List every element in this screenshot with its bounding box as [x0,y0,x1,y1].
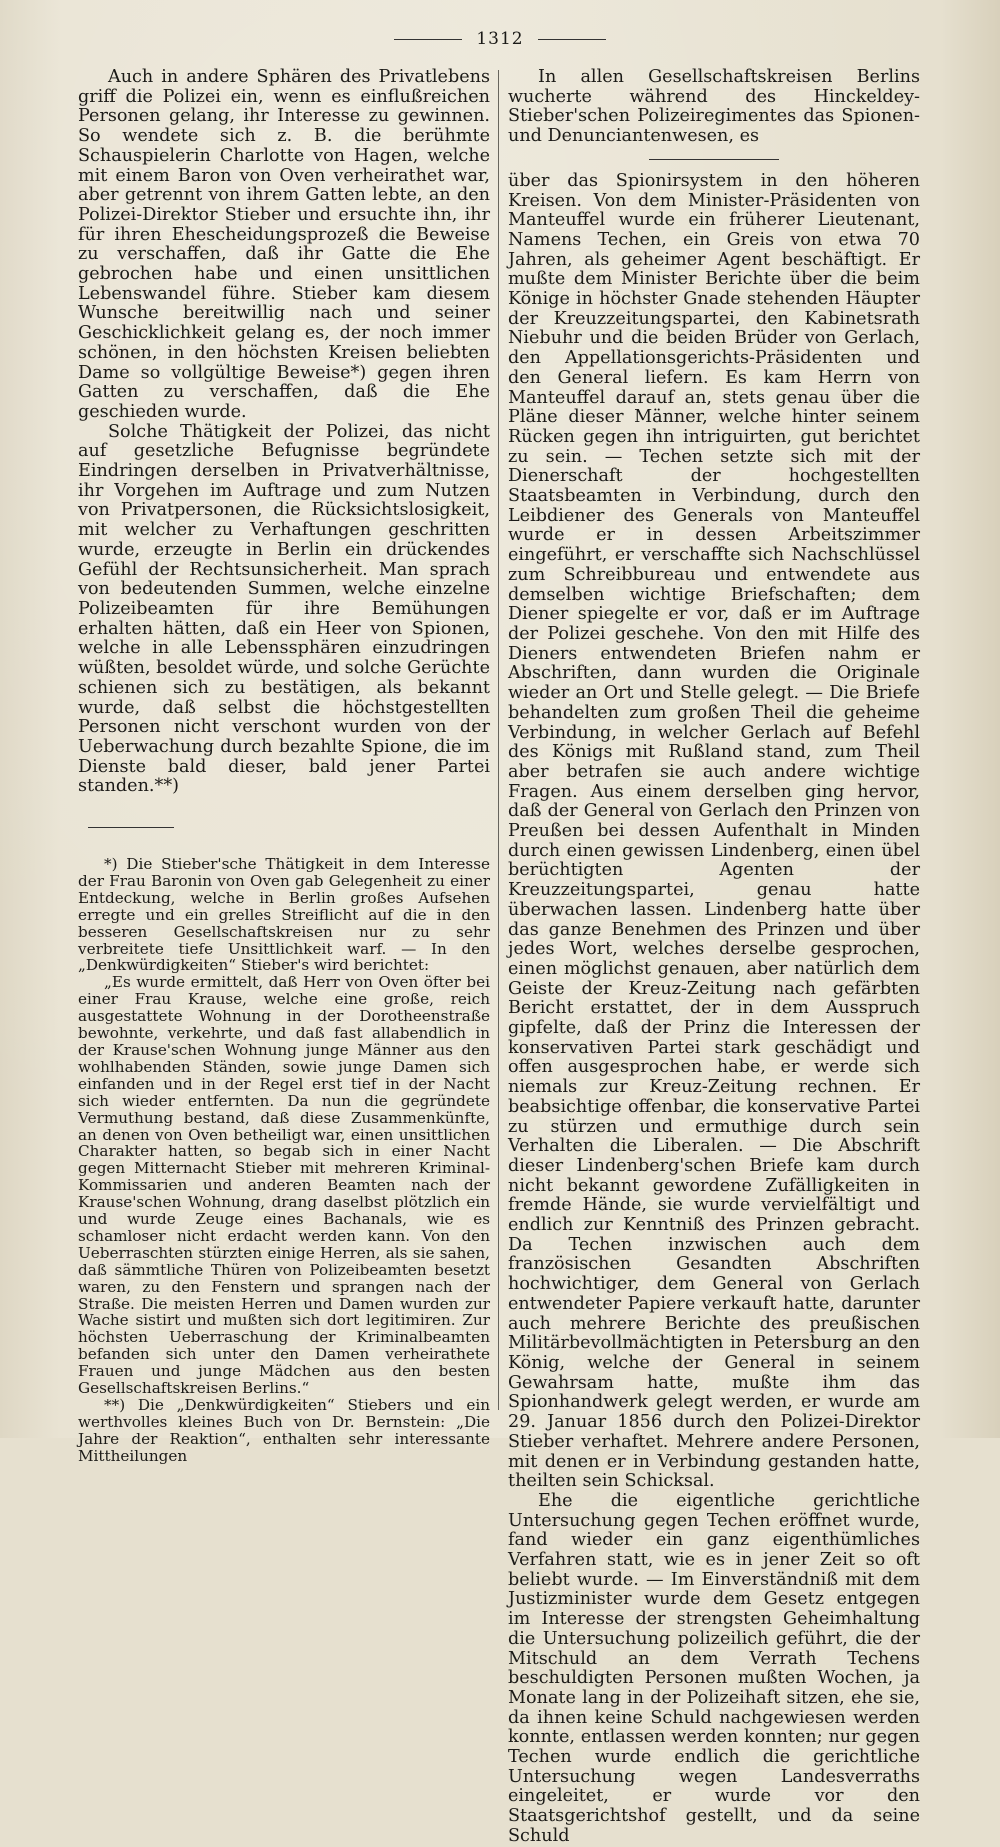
header-rule-right [538,39,606,40]
body-paragraph: In allen Gesellschaftskreisen Berlins wucherte während des Hinckeldey-Stieber'schen Polizeiregimentes das Spionen- und Denunciantenwesen, es [508,67,920,147]
footnote-quote: „Es wurde ermittelt, daß Herr von Oven öfter bei einer Frau Krause, welche eine große, reich ausgestattete Wohnung in der Dorotheenstraße bewohnte, verkehrte, und daß fast allabendlich in der Krause'schen Wohnung junge Männer aus den wohlhabenden Ständen, sowie junge Damen sich einfanden und in der Regel erst tief in der Nacht sich wieder entfernten. Da nun die gegründete Vermuthung bestand, daß diese Zusammenkünfte, an denen von Oven betheiligt war, einen unsittlichen Charakter hatten, so begab sich in einer Nacht gegen Mitternacht Stieber mit mehreren Kriminal-Kommissarien und anderen Beamten nach der Krause'schen Wohnung, drang daselbst plötzlich ein und wurde Zeuge eines Bachanals, wie es schamloser nicht erdacht werden kann. Von den Ueberraschten stürzten einige Herren, als sie sahen, daß sämmtliche Thüren von Polizeibeamten besetzt waren, zu den Fenstern und sprangen nach der Straße. Die meisten Herren und Damen wurden zur Wache sistirt und mußten sich dort legitimiren. Zur höchsten Ueberraschung der Kriminalbeamten befanden sich unter den Damen verheirathete Frauen und junge Mädchen aus den besten Gesellschaftskreisen Berlins.“ [78,973,490,1398]
body-paragraph: Ehe die eigentliche gerichtliche Untersuchung gegen Techen eröffnet wurde, fand wieder ein ganz eigenthümliches Verfahren statt, wie es in jener Zeit so oft beliebt wurde. — Im Einverständniß mit dem Justizminister wurde dem Gesetz entgegen im Interesse der strengsten Geheimhaltung die Untersuchung polizeilich geführt, die der Mitschuld an dem Verrath Techens beschuldigten Personen mußten Wochen, ja Monate lang in der Polizeihaft sitzen, ehe sie, da ihnen keine Schuld nachgewiesen werden konnte, entlassen werden konnten; nur gegen Techen wurde endlich die gerichtliche Untersuchung wegen Landesverraths eingeleitet, er wurde vor den Staatsgerichtshof gestellt, und da seine Schuld [508,1490,920,1846]
footnote: **) Die „Denkwürdigkeiten“ Stiebers und ein werthvolles kleines Buch von Dr. Bernstein: „Die Jahre der Reaktion“, enthalten sehr interessante Mittheilungen [78,1396,490,1465]
body-paragraph: Solche Thätigkeit der Polizei, das nicht auf gesetzliche Befugnisse begründete Eindringen derselben in Privatverhältnisse, ihr Vorgehen im Auftrage und zum Nutzen von Privatpersonen, die Rücksichtslosigkeit, mit welcher zu Verhaftungen geschritten wurde, erzeugte in Berlin ein drückendes Gefühl der Rechtsunsicherheit. Man sprach von bedeutenden Summen, welche einzelne Polizeibeamten für ihre Bemühungen erhalten hätten, daß ein Heer von Spionen, welche in alle Lebenssphären einzudringen wüßten, besoldet würde, und solche Gerüchte schienen sich zu bestätigen, als bekannt wurde, daß selbst die höchstgestellten Personen nicht verschont wurden von der Ueberwachung durch bezahlte Spione, die im Dienste bald dieser, bald jener Partei standen.**) [78,421,490,797]
footnote: *) Die Stieber'sche Thätigkeit in dem Interesse der Frau Baronin von Oven gab Gelegenheit zu einer Entdeckung, welche in Berlin großes Aufsehen erregte und ein grelles Streiflicht auf die in den besseren Gesellschaftskreisen nur zu sehr verbreitete tiefe Unsittlichkeit warf. — In den „Denkwürdigkeiten“ Stieber's wird berichtet: [78,855,490,975]
right-column [508,68,920,1847]
body-paragraph: über das Spionirsystem in den höheren Kreisen. Von dem Minister-Präsidenten von Manteuffel wurde ein früherer Lieutenant, Namens Techen, ein Greis von etwa 70 Jahren, als geheimer Agent beschäftigt. Er mußte dem Minister Berichte über die beim Könige in höchster Gnade stehenden Häupter der Kreuzzeitungspartei, den Kabinetsrath Niebuhr und die beiden Brüder von Gerlach, den Appellationsgerichts-Präsidenten und den General liefern. Es kam Herrn von Manteuffel darauf an, stets genau über die Pläne dieser Männer, welche hinter seinem Rücken gegen ihn intriguirten, gut berichtet zu sein. — Techen setzte sich mit der Dienerschaft der hochgestellten Staatsbeamten in Verbindung, durch den Leibdiener des Generals von Manteuffel wurde er in dessen Arbeitszimmer eingeführt, er verschaffte sich Nachschlüssel zum Schreibbureau und entwendete aus demselben wichtige Briefschaften; dem Diener spiegelte er vor, daß er im Auftrage der Polizei geschehe. Von den mit Hilfe des Dieners entwendeten Briefen nahm er Abschriften, dann wurden die Originale wieder an Ort und Stelle gelegt. — Die Briefe behandelten zum großen Theil die geheime Verbindung, in welcher Gerlach auf Befehl des Königs mit Rußland stand, zum Theil aber betrafen sie auch andere wichtige Fragen. Aus einem derselben ging hervor, daß der General von Gerlach den Prinzen von Preußen bei dessen Aufenthalt in Minden durch einen gewissen Lindenberg, einen übel berüchtigten Agenten der Kreuzzeitungspartei, genau hatte überwachen lassen. Lindenberg hatte über das ganze Benehmen des Prinzen und über jedes Wort, welches derselbe gesprochen, einen möglichst genauen, aber natürlich dem Geiste der Kreuz-Zeitung nach gefärbten Bericht erstattet, der in dem Ausspruch gipfelte, daß der Prinz die Interessen der konservativen Partei stark geschädigt und offen ausgesprochen habe, er werde sich niemals zur Kreuz-Zeitung rechnen. Er beabsichtige offenbar, die konservative Partei zu stürzen und ermuthige durch sein Verhalten die Liberalen. — Die Abschrift dieser Lindenberg'schen Briefe kam durch nicht bekannt gewordene Zufälligkeiten in fremde Hände, sie wurde vervielfältigt und endlich zur Kenntniß des Prinzen gebracht. Da Techen inzwischen auch dem französischen Gesandten Abschriften hochwichtiger, dem General von Gerlach entwendeter Papiere verkauft hatte, darunter auch mehrere Berichte des preußischen Militärbevollmächtigten in Petersburg an den König, welche der General in seinem Gewahrsam hatte, mußte ihm das Spionhandwerk gelegt werden, er wurde am 29. Januar 1856 durch den Polizei-Direktor Stieber verhaftet. Mehrere andere Personen, mit denen er in Verbindung gestanden hatte, theilten sein Schicksal. [508,170,920,1492]
column-divider [498,70,499,1410]
section-rule [649,159,779,160]
page-number: 1312 [476,29,524,49]
body-paragraph: Auch in andere Sphären des Privatlebens griff die Polizei ein, wenn es einflußreichen Personen gelang, ihr Interesse zu gewinnen. So wendete sich z. B. die berühmte Schauspielerin Charlotte von Hagen, welche mit einem Baron von Oven verheirathet war, aber getrennt von ihrem Gatten lebte, an den Polizei-Direktor Stieber und ersuchte ihn, ihr für ihren Ehescheidungsprozeß die Beweise zu verschaffen, daß ihr Gatte die Ehe gebrochen habe und einen unsittlichen Lebenswandel führe. Stieber kam diesem Wunsche bereitwillig nach und seiner Geschicklichkeit gelang es, der noch immer schönen, in den höchsten Kreisen beliebten Dame so vollgültige Beweise*) gegen ihren Gatten zu verschaffen, daß die Ehe geschieden wurde. [78,67,490,422]
footnote-separator [88,827,174,828]
header-rule-left [394,39,462,40]
left-column [78,68,490,1465]
page-header [0,26,1000,52]
